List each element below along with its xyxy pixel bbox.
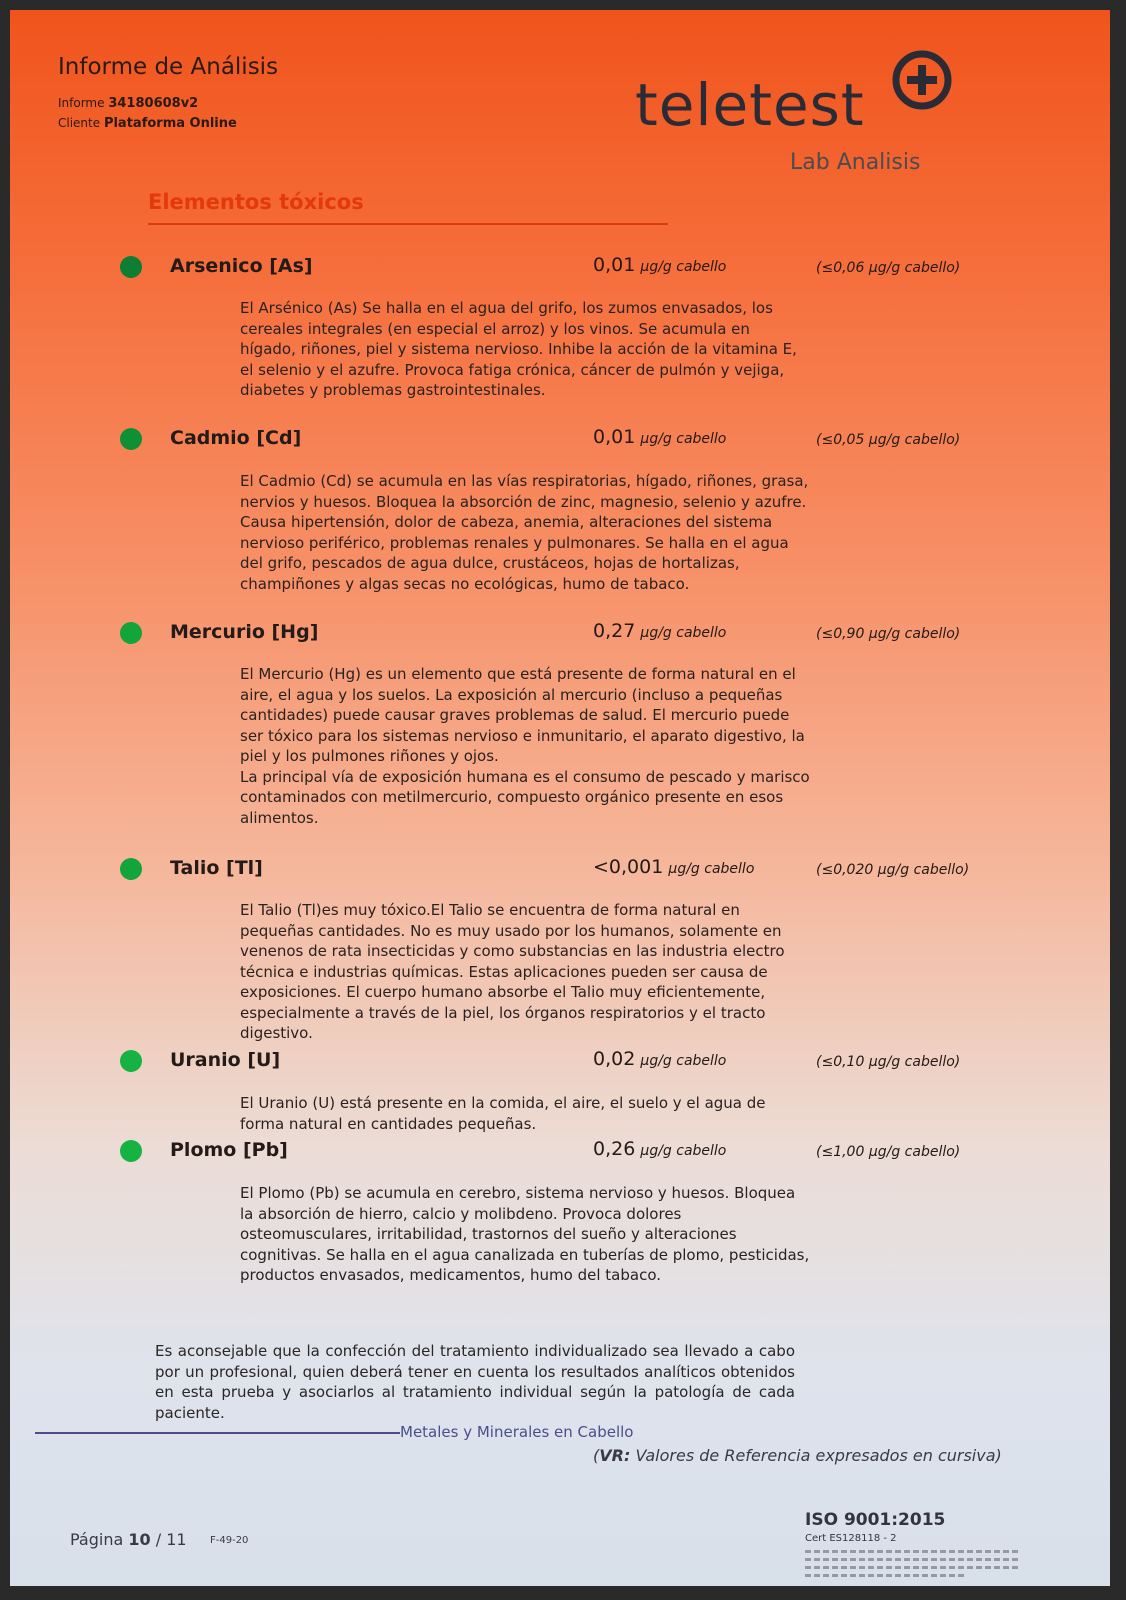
element-name-talio: Talio [Tl] bbox=[170, 857, 263, 879]
value-unit: μg/g cabello bbox=[640, 431, 727, 447]
footer-test-name: Metales y Minerales en Cabello bbox=[400, 1423, 634, 1441]
element-value-talio bbox=[593, 856, 754, 878]
fine-print-line bbox=[805, 1574, 965, 1577]
value-number: <0,001 bbox=[593, 856, 664, 878]
iso-certification: ISO 9001:2015 bbox=[805, 1510, 946, 1530]
reference-range-plomo: (≤1,00 μg/g cabello) bbox=[816, 1144, 961, 1160]
description-arsenico: El Arsénico (As) Se halla en el agua del grifo, los zumos envasados, los cereales integrales (en especial el arroz) y los vinos. Se acumula en hígado, riñones, piel y sistema nervioso. Inhibe la acción de la vitamina E, el selenio y el azufre. Provoca fatiga crónica, cáncer de pulmón y vejiga, diabetes y problemas gastrointestinales. bbox=[240, 299, 797, 399]
element-value-cadmio bbox=[593, 426, 726, 448]
description-talio: El Talio (Tl)es muy tóxico.El Talio se encuentra de forma natural en pequeñas cantidades. No es muy usado por los humanos, solamente en venenos de rata insecticidas y como substancias en las industria electro técnica e industrias químicas. Estas aplicaciones pueden ser causa de exposiciones. El cuerpo humano absorbe el Talio muy eficientemente, especialmente a través de la piel, los órganos respiratorios y el tracto digestivo. bbox=[240, 901, 785, 1042]
vr-label: VR: bbox=[599, 1446, 631, 1465]
reference-values-note: (VR: Valores de Referencia expresados en cursiva) bbox=[593, 1446, 1002, 1465]
element-name-uranio: Uranio [U] bbox=[170, 1049, 281, 1071]
teletest-logo-text: teletest bbox=[635, 71, 865, 139]
status-dot-icon bbox=[120, 1140, 142, 1162]
fine-print-line bbox=[805, 1550, 1020, 1553]
element-name-plomo: Plomo [Pb] bbox=[170, 1139, 288, 1161]
report-page bbox=[10, 10, 1110, 1586]
lab-subtitle: Lab Analisis bbox=[790, 150, 921, 175]
description-mercurio bbox=[240, 664, 810, 828]
value-unit: μg/g cabello bbox=[640, 1053, 727, 1069]
value-number: 0,27 bbox=[593, 620, 636, 642]
value-unit: μg/g cabello bbox=[640, 259, 727, 275]
client-name: Plataforma Online bbox=[103, 116, 237, 131]
page-number: Página 10 / 11 bbox=[70, 1530, 187, 1549]
report-number-label: Informe bbox=[58, 96, 105, 110]
value-number: 0,01 bbox=[593, 426, 636, 448]
description-paragraph: El Mercurio (Hg) es un elemento que está presente de forma natural en el aire, el agua y los suelos. La exposición al mercurio (incluso a pequeñas cantidades) puede causar graves problemas de salud. El mercurio puede ser tóxico para los sistemas nervioso e inmunitario, el aparato digestivo, la piel y los pulmones riñones y ojos. bbox=[240, 665, 805, 765]
element-name-mercurio: Mercurio [Hg] bbox=[170, 621, 319, 643]
reference-range-arsenico: (≤0,06 μg/g cabello) bbox=[816, 260, 961, 276]
value-number: 0,26 bbox=[593, 1138, 636, 1160]
value-number: 0,02 bbox=[593, 1048, 636, 1070]
section-divider bbox=[148, 223, 668, 225]
reference-range-talio: (≤0,020 μg/g cabello) bbox=[816, 862, 970, 878]
element-name-cadmio: Cadmio [Cd] bbox=[170, 427, 302, 449]
value-number: 0,01 bbox=[593, 254, 636, 276]
reference-range-cadmio: (≤0,05 μg/g cabello) bbox=[816, 432, 961, 448]
element-value-arsenico bbox=[593, 254, 726, 276]
value-unit: μg/g cabello bbox=[640, 1143, 727, 1159]
footer-divider bbox=[35, 1432, 400, 1434]
reference-range-uranio: (≤0,10 μg/g cabello) bbox=[816, 1054, 961, 1070]
fine-print-line bbox=[805, 1558, 1020, 1561]
description-paragraph: La principal vía de exposición humana es el consumo de pescado y marisco contaminados con metilmercurio, compuesto orgánico presente en esos alimentos. bbox=[240, 767, 810, 827]
page-label: Página bbox=[70, 1530, 124, 1549]
value-unit: μg/g cabello bbox=[640, 625, 727, 641]
status-dot-icon bbox=[120, 622, 142, 644]
page-current: 10 bbox=[128, 1530, 151, 1549]
status-dot-icon bbox=[120, 1050, 142, 1072]
report-title: Informe de Análisis bbox=[58, 54, 279, 80]
plus-logo-icon bbox=[892, 50, 952, 110]
client-line bbox=[58, 116, 237, 131]
element-value-uranio bbox=[593, 1048, 726, 1070]
status-dot-icon bbox=[120, 858, 142, 880]
element-value-plomo bbox=[593, 1138, 726, 1160]
element-name-arsenico: Arsenico [As] bbox=[170, 255, 313, 277]
page-total: 11 bbox=[166, 1530, 187, 1549]
description-plomo: El Plomo (Pb) se acumula en cerebro, sistema nervioso y huesos. Bloquea la absorción de hierro, calcio y molibdeno. Provoca dolores osteomusculares, irritabilidad, trastornos del sueño y alteraciones cognitivas. Se halla en el agua canalizada en tuberías de plomo, pesticidas, productos envasados, medicamentos, humo del tabaco. bbox=[240, 1184, 810, 1284]
reference-range-mercurio: (≤0,90 μg/g cabello) bbox=[816, 626, 961, 642]
status-dot-icon bbox=[120, 256, 142, 278]
report-number: 34180608v2 bbox=[108, 96, 199, 111]
report-number-line bbox=[58, 96, 198, 111]
description-cadmio: El Cadmio (Cd) se acumula en las vías respiratorias, hígado, riñones, grasa, nervios y huesos. Bloquea la absorción de zinc, magnesio, selenio y azufre. Causa hipertensión, dolor de cabeza, anemia, alteraciones del sistema nervioso periférico, problemas renales y pulmonares. Se halla en el agua del grifo, pescados de agua dulce, crustáceos, hojas de hortalizas, champiñones y algas secas no ecológicas, humo de tabaco. bbox=[240, 472, 809, 593]
client-label: Cliente bbox=[58, 116, 101, 130]
element-value-mercurio bbox=[593, 620, 726, 642]
vr-text: Valores de Referencia expresados en cursiva bbox=[635, 1446, 996, 1465]
value-unit: μg/g cabello bbox=[668, 861, 755, 877]
status-dot-icon bbox=[120, 428, 142, 450]
description-uranio: El Uranio (U) está presente en la comida, el aire, el suelo y el agua de forma natural en cantidades pequeñas. bbox=[240, 1094, 766, 1133]
section-title: Elementos tóxicos bbox=[148, 190, 364, 214]
form-code: F-49-20 bbox=[210, 1535, 249, 1546]
fine-print-line bbox=[805, 1566, 1020, 1569]
advice-paragraph: Es aconsejable que la confección del tratamiento individualizado sea llevado a cabo por un profesional, quien deberá tener en cuenta los resultados analíticos obtenidos en esta prueba y asociarlos al tratamiento individual según la patología de cada paciente. bbox=[155, 1342, 795, 1422]
certificate-number: Cert ES128118 - 2 bbox=[805, 1533, 897, 1544]
